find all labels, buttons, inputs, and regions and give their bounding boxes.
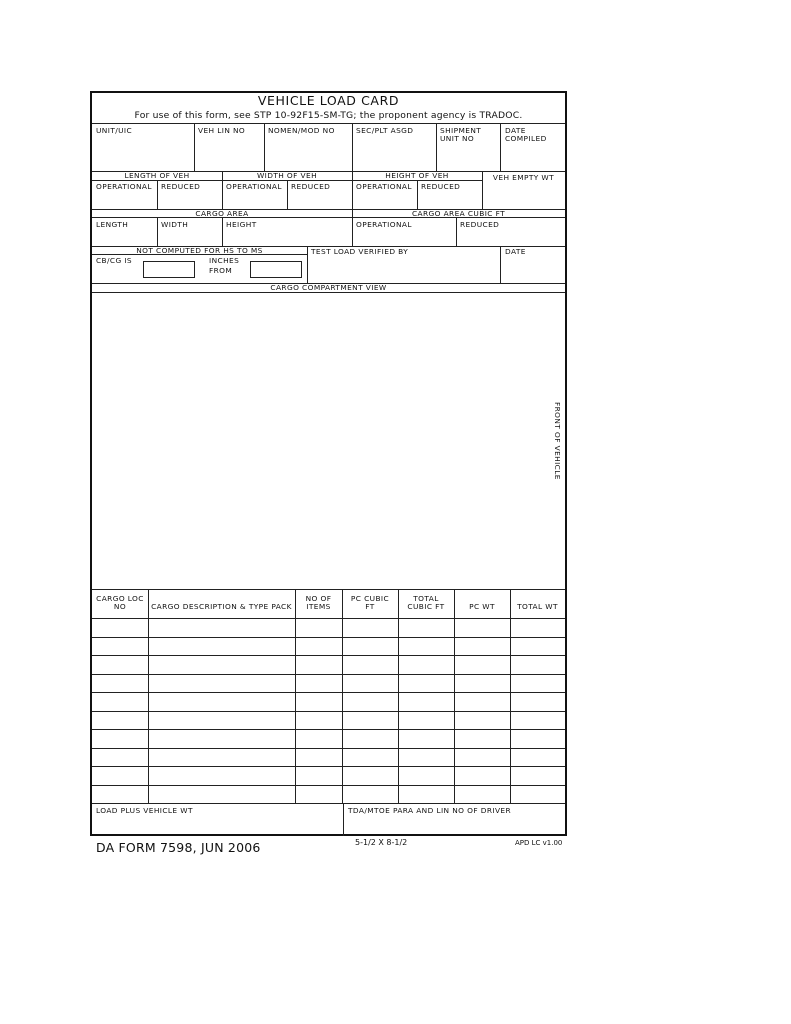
table-cell-input[interactable] bbox=[92, 748, 148, 767]
table-row bbox=[92, 785, 565, 804]
table-cell-input[interactable] bbox=[398, 711, 454, 730]
not-computed-label: NOT COMPUTED FOR HS TO MS bbox=[136, 246, 263, 255]
table-cell-input[interactable] bbox=[92, 711, 148, 730]
cargo-table bbox=[92, 589, 565, 803]
table-cell-input[interactable] bbox=[454, 618, 510, 637]
table-cell-input[interactable] bbox=[92, 655, 148, 674]
height-of-veh-label: HEIGHT OF VEH bbox=[385, 171, 449, 180]
rule-r1-v5 bbox=[500, 123, 501, 171]
table-cell-input[interactable] bbox=[398, 637, 454, 656]
load-plus-vehicle-wt-label: LOAD PLUS VEHICLE WT bbox=[96, 806, 193, 815]
table-cell-input[interactable] bbox=[342, 674, 398, 693]
table-cell-input[interactable] bbox=[92, 692, 148, 711]
table-row bbox=[92, 655, 565, 674]
table-cell-input[interactable] bbox=[295, 711, 342, 730]
cb-cg-is-label: CB/CG IS bbox=[96, 256, 133, 265]
table-cell-input[interactable] bbox=[454, 655, 510, 674]
veh-empty-wt-label: VEH EMPTY WT bbox=[492, 173, 555, 182]
table-cell-input[interactable] bbox=[92, 618, 148, 637]
table-cell-input[interactable] bbox=[295, 637, 342, 656]
table-cell-input[interactable] bbox=[398, 674, 454, 693]
table-cell-input[interactable] bbox=[510, 711, 565, 730]
table-cell-input[interactable] bbox=[342, 785, 398, 804]
cargo-compartment-view-label: CARGO COMPARTMENT VIEW bbox=[270, 283, 387, 292]
table-cell-input[interactable] bbox=[342, 766, 398, 785]
table-cell-input[interactable] bbox=[295, 655, 342, 674]
no-of-items-header-2: ITEMS bbox=[306, 602, 331, 611]
height-operational-label: OPERATIONAL bbox=[356, 182, 412, 191]
table-cell-input[interactable] bbox=[148, 618, 295, 637]
cargo-width-label: WIDTH bbox=[161, 220, 189, 229]
rule-r4-v1 bbox=[307, 246, 308, 283]
table-cell-input[interactable] bbox=[148, 729, 295, 748]
date-compiled-label-2: COMPILED bbox=[505, 134, 547, 143]
cargo-compartment-drawing-area[interactable] bbox=[92, 293, 565, 589]
total-cubic-ft-header-2: CUBIC FT bbox=[407, 602, 445, 611]
table-cell-input[interactable] bbox=[342, 729, 398, 748]
table-cell-input[interactable] bbox=[92, 766, 148, 785]
cargo-description-header: CARGO DESCRIPTION & TYPE PACK bbox=[151, 602, 292, 611]
table-cell-input[interactable] bbox=[454, 785, 510, 804]
cargo-length-label: LENGTH bbox=[96, 220, 129, 229]
pc-cubic-ft-header-2: FT bbox=[365, 602, 375, 611]
table-cell-input[interactable] bbox=[295, 748, 342, 767]
cubic-operational-label: OPERATIONAL bbox=[356, 220, 412, 229]
table-cell-input[interactable] bbox=[398, 655, 454, 674]
cargo-loc-header-1: CARGO LOC bbox=[96, 594, 144, 603]
table-cell-input[interactable] bbox=[342, 692, 398, 711]
table-cell-input[interactable] bbox=[295, 766, 342, 785]
table-cell-input[interactable] bbox=[398, 729, 454, 748]
sec-plt-asgd-label: SEC/PLT ASGD bbox=[356, 126, 414, 135]
table-cell-input[interactable] bbox=[148, 785, 295, 804]
table-cell-input[interactable] bbox=[398, 748, 454, 767]
table-cell-input[interactable] bbox=[510, 766, 565, 785]
table-cell-input[interactable] bbox=[295, 729, 342, 748]
rule-r1-v4 bbox=[436, 123, 437, 171]
table-cell-input[interactable] bbox=[398, 766, 454, 785]
shipment-unit-no-label-2: UNIT NO bbox=[440, 134, 475, 143]
table-cell-input[interactable] bbox=[342, 748, 398, 767]
table-cell-input[interactable] bbox=[295, 618, 342, 637]
rule-r1-v1 bbox=[194, 123, 195, 171]
inches-label-1: INCHES bbox=[209, 256, 240, 265]
cb-cg-inches-input[interactable] bbox=[143, 261, 195, 278]
cargo-height-label: HEIGHT bbox=[226, 220, 257, 229]
table-cell-input[interactable] bbox=[92, 674, 148, 693]
form-title: VEHICLE LOAD CARD bbox=[257, 93, 400, 108]
length-operational-label: OPERATIONAL bbox=[96, 182, 152, 191]
rule-r1-v2 bbox=[264, 123, 265, 171]
form-subtitle: For use of this form, see STP 10-92F15-SM-TG; the proponent agency is TRADOC. bbox=[134, 110, 523, 121]
table-row bbox=[92, 618, 565, 637]
load-plus-vehicle-wt-field[interactable] bbox=[92, 817, 343, 836]
cb-cg-from-input[interactable] bbox=[250, 261, 302, 278]
table-cell-input[interactable] bbox=[92, 729, 148, 748]
width-of-veh-label: WIDTH OF VEH bbox=[256, 171, 318, 180]
form-id: DA FORM 7598, JUN 2006 bbox=[96, 840, 261, 855]
shipment-unit-no-label-1: SHIPMENT bbox=[440, 126, 482, 135]
table-cell-input[interactable] bbox=[148, 748, 295, 767]
table-cell-input[interactable] bbox=[510, 637, 565, 656]
rule-r2-sv3 bbox=[417, 180, 418, 209]
rule-r2-sv1 bbox=[157, 180, 158, 209]
cubic-reduced-label: REDUCED bbox=[460, 220, 500, 229]
table-cell-input[interactable] bbox=[510, 655, 565, 674]
table-cell-input[interactable] bbox=[148, 692, 295, 711]
table-row bbox=[92, 748, 565, 767]
table-cell-input[interactable] bbox=[510, 785, 565, 804]
table-cell-input[interactable] bbox=[398, 692, 454, 711]
table-cell-input[interactable] bbox=[510, 748, 565, 767]
table-row bbox=[92, 637, 565, 656]
table-row bbox=[92, 674, 565, 693]
total-wt-header: TOTAL WT bbox=[517, 602, 558, 611]
table-cell-input[interactable] bbox=[510, 729, 565, 748]
table-row bbox=[92, 711, 565, 730]
form-size: 5-1/2 X 8-1/2 bbox=[355, 838, 408, 847]
table-cell-input[interactable] bbox=[342, 637, 398, 656]
table-cell-input[interactable] bbox=[148, 766, 295, 785]
table-cell-input[interactable] bbox=[510, 618, 565, 637]
vehicle-load-card-form bbox=[90, 91, 567, 836]
table-row bbox=[92, 766, 565, 785]
nomen-mod-no-label: NOMEN/MOD NO bbox=[268, 126, 335, 135]
length-reduced-label: REDUCED bbox=[161, 182, 201, 191]
table-cell-input[interactable] bbox=[454, 674, 510, 693]
form-version: APD LC v1.00 bbox=[515, 839, 563, 847]
table-cell-input[interactable] bbox=[454, 766, 510, 785]
width-reduced-label: REDUCED bbox=[291, 182, 331, 191]
rule-r3-sv3 bbox=[456, 217, 457, 246]
date-compiled-label-1: DATE bbox=[505, 126, 526, 135]
test-load-verified-by-label: TEST LOAD VERIFIED BY bbox=[311, 247, 409, 256]
table-cell-input[interactable] bbox=[295, 674, 342, 693]
table-cell-input[interactable] bbox=[454, 729, 510, 748]
inches-label-2: FROM bbox=[209, 266, 233, 275]
rule-r4-v2 bbox=[500, 246, 501, 283]
table-cell-input[interactable] bbox=[454, 637, 510, 656]
table-cell-input[interactable] bbox=[342, 711, 398, 730]
length-of-veh-label: LENGTH OF VEH bbox=[124, 171, 190, 180]
veh-lin-no-label: VEH LIN NO bbox=[198, 126, 246, 135]
table-cell-input[interactable] bbox=[342, 655, 398, 674]
table-cell-input[interactable] bbox=[148, 674, 295, 693]
table-row bbox=[92, 729, 565, 748]
front-of-vehicle-label: FRONT OF VEHICLE bbox=[553, 402, 562, 480]
tda-mtoe-field[interactable] bbox=[344, 817, 565, 836]
table-cell-input[interactable] bbox=[398, 618, 454, 637]
table-cell-input[interactable] bbox=[454, 711, 510, 730]
table-cell-input[interactable] bbox=[510, 692, 565, 711]
table-cell-input[interactable] bbox=[510, 674, 565, 693]
pc-cubic-ft-header-1: PC CUBIC bbox=[350, 594, 390, 603]
table-cell-input[interactable] bbox=[92, 637, 148, 656]
table-cell-input[interactable] bbox=[148, 711, 295, 730]
table-cell-input[interactable] bbox=[454, 748, 510, 767]
rule-r1-v3 bbox=[352, 123, 353, 171]
cargo-area-label: CARGO AREA bbox=[195, 209, 249, 218]
table-cell-input[interactable] bbox=[295, 692, 342, 711]
date-label: DATE bbox=[505, 247, 526, 256]
table-row bbox=[92, 692, 565, 711]
table-cell-input[interactable] bbox=[92, 785, 148, 804]
cargo-loc-header-2: NO bbox=[113, 602, 127, 611]
table-cell-input[interactable] bbox=[398, 785, 454, 804]
table-cell-input[interactable] bbox=[342, 618, 398, 637]
rule-r2-sv2 bbox=[287, 180, 288, 209]
height-reduced-label: REDUCED bbox=[421, 182, 461, 191]
total-cubic-ft-header-1: TOTAL bbox=[413, 594, 439, 603]
no-of-items-header-1: NO OF bbox=[305, 594, 332, 603]
rule-r3-sv1 bbox=[157, 217, 158, 246]
tda-mtoe-label: TDA/MTOE PARA AND LIN NO OF DRIVER bbox=[348, 806, 512, 815]
pc-wt-header: PC WT bbox=[469, 602, 495, 611]
cargo-table-row-rule bbox=[92, 803, 565, 804]
table-cell-input[interactable] bbox=[295, 785, 342, 804]
unit-uic-label: UNIT/UIC bbox=[96, 126, 133, 135]
width-operational-label: OPERATIONAL bbox=[226, 182, 282, 191]
rule-header bbox=[92, 123, 565, 124]
rule-r3-sv2 bbox=[222, 217, 223, 246]
table-cell-input[interactable] bbox=[148, 655, 295, 674]
table-cell-input[interactable] bbox=[454, 692, 510, 711]
cargo-area-cubic-ft-label: CARGO AREA CUBIC FT bbox=[411, 209, 506, 218]
table-cell-input[interactable] bbox=[148, 637, 295, 656]
